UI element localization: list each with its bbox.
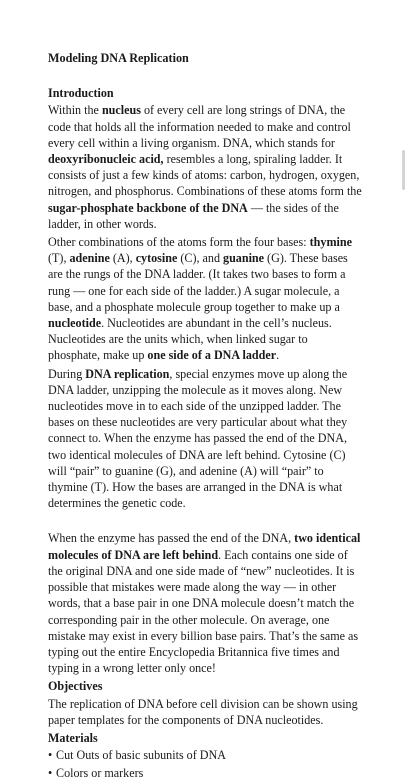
- text-run: of every cell are long strings of DNA, the code that holds all the information needed to make and control every cell within a living organism. DNA, which stands for: [48, 103, 351, 150]
- bold-term-dna-replication: DNA replication: [85, 366, 170, 381]
- text-run: (A),: [109, 251, 136, 266]
- list-item: [48, 747, 362, 763]
- bold-term-thymine: thymine: [309, 235, 352, 250]
- text-run: (C), and: [177, 251, 224, 266]
- bullet-icon: •: [48, 766, 53, 781]
- bold-term-adenine: adenine: [69, 251, 110, 266]
- text-run: , special enzymes move up along the DNA ladder, unzipping the molecule as it moves along. New nucleotides move in to each side of the unzipped ladder. The bases on these nucleotides are very particular about what they connect to. When the enzyme has passed the end of the DNA, two identical molecules of DNA are left behind. Cytosine (C) will “pair” to guanine (G), and adenine (A) will “pair” to thymine (T). How the bases are arranged in the DNA is what determines the genetic code.: [48, 366, 348, 511]
- intro-paragraph-replication: [48, 366, 362, 512]
- text-run: (G). These bases are the rungs of the DNA ladder. (It takes two bases to form a rung — one for each side of the ladder.) A sugar molecule, a base, and a phosphate molecule group together to make up a: [48, 251, 348, 314]
- introduction-heading: Introduction: [48, 86, 114, 101]
- text-run: (T),: [48, 251, 70, 266]
- materials-item-label: Colors or markers: [56, 766, 144, 781]
- intro-paragraph-bases: [48, 234, 362, 364]
- objectives-text: The replication of DNA before cell division can be shown using paper templates for the components of DNA nucleotides.: [48, 696, 358, 727]
- bold-term-nucleotide: nucleotide: [48, 316, 102, 331]
- text-run: .: [276, 348, 280, 363]
- bold-term-deoxyribonucleic-acid: deoxyribonucleic acid,: [48, 152, 164, 167]
- bold-term-nucleus: nucleus: [101, 103, 141, 118]
- text-run: Within the: [48, 103, 102, 118]
- bold-term-two-identical-molecules: two identical molecules of DNA are left behind: [48, 531, 361, 562]
- bold-term-cytosine: cytosine: [135, 251, 178, 266]
- intro-paragraph-nucleus: [48, 102, 362, 232]
- materials-list: [48, 747, 362, 781]
- text-run: — the sides of the ladder, in other words.: [48, 200, 339, 231]
- materials-heading: Materials: [48, 730, 98, 745]
- text-run: . Nucleotides are abundant in the cell’s nucleus. Nucleotides are the units which, when linked sugar to phosphate, make up: [48, 316, 332, 363]
- bold-term-one-side-of-ladder: one side of a DNA ladder: [147, 348, 277, 363]
- objectives-heading: Objectives: [48, 679, 103, 694]
- list-item: [48, 765, 362, 781]
- scrollbar-thumb[interactable]: [402, 150, 405, 190]
- bold-term-sugar-phosphate-backbone: sugar-phosphate backbone of the DNA: [48, 200, 248, 215]
- intro-paragraph-identical-molecules: [48, 530, 362, 676]
- bold-term-guanine: guanine: [223, 251, 265, 266]
- text-run: resembles a long, spiraling ladder. It consists of just a few kinds of atoms: carbon, hydrogen, oxygen, nitrogen, and phosphorus. Combinations of these atoms form the: [48, 152, 362, 199]
- document-page: [48, 50, 362, 784]
- text-run: . Each contains one side of the original DNA and one side made of “new” nucleotides. It is possible that mistakes were made along the way — in other words, that a base pair in one DNA molecule doesn’t match the corresponding pair in the other molecule. On average, one mistake may exist in every billion base pairs. That’s the same as typing out the entire Encyclopedia Britannica five times and typing in a wrong letter only once!: [48, 547, 359, 676]
- materials-item-label: Cut Outs of basic subunits of DNA: [56, 748, 226, 763]
- bullet-icon: •: [48, 748, 53, 763]
- text-run: When the enzyme has passed the end of the DNA,: [48, 531, 295, 546]
- text-run: Other combinations of the atoms form the four bases:: [48, 235, 310, 250]
- document-title: Modeling DNA Replication: [48, 51, 189, 65]
- text-run: During: [48, 366, 86, 381]
